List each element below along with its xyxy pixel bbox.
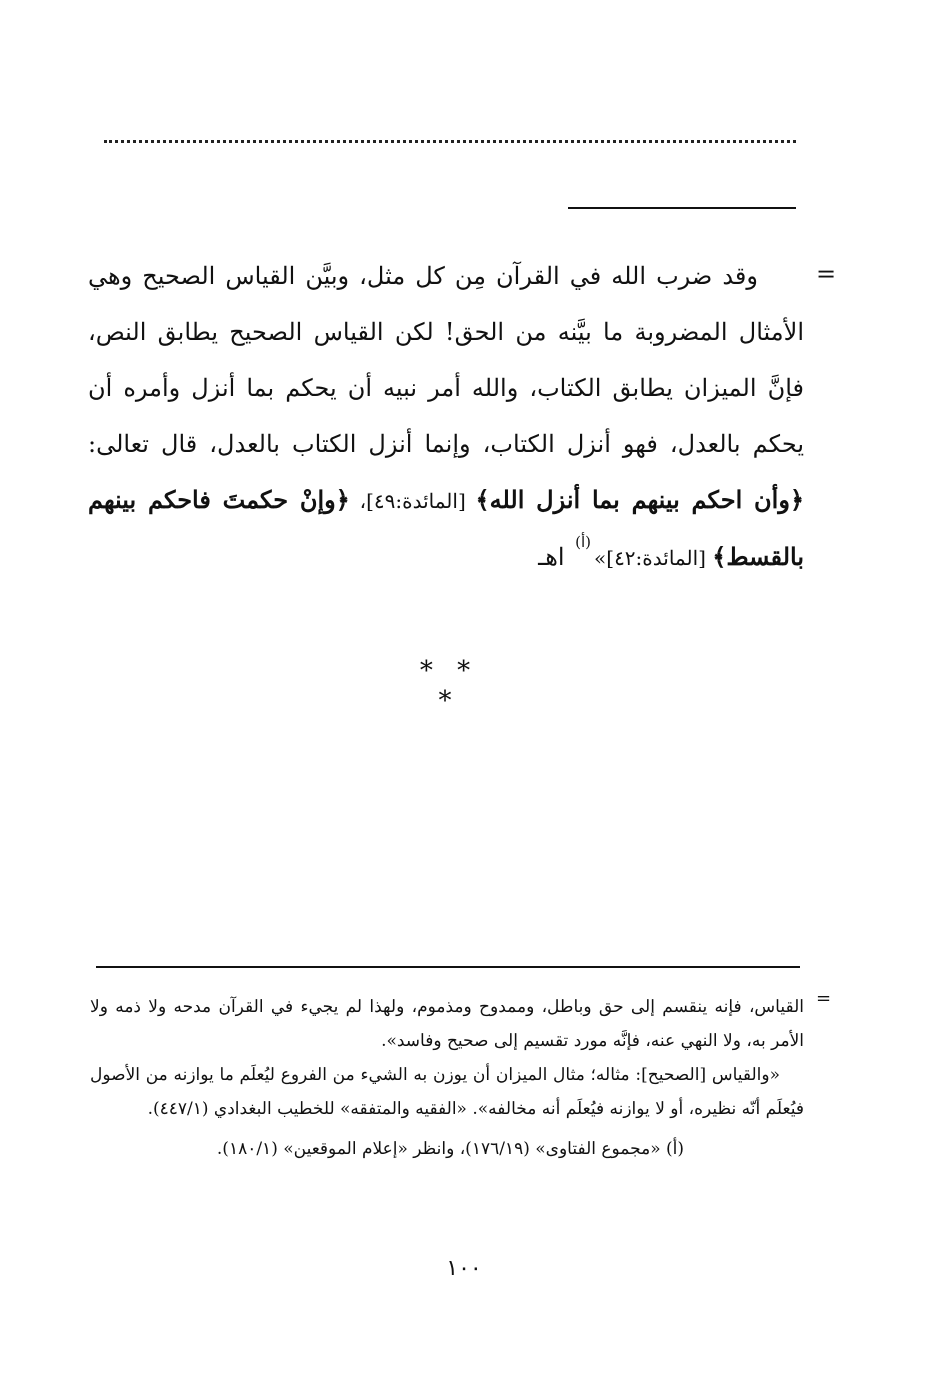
footnote-continuation-mark: = <box>816 988 832 1009</box>
footnote-line: «والقياس [الصحيح]: مثاله؛ مثال الميزان أن يوزن به الشيء من الفروع ليُعلَم ما يوازنه من الأصول فيُعلَم أنّه نظيره، أو لا يوازنه فيُعلَم أنه مخالفه». «الفقيه والمتفقه» للخطيب البغدادي (٤٤٧/١). <box>90 1065 804 1119</box>
body-text: وقد ضرب الله في القرآن مِن كل مثل، وبيَّن القياس الصحيح وهي الأمثال المضروبة ما بيَّنه من الحق! لكن القياس الصحيح يطابق النص، فإنَّ الميزان يطابق الكتاب، والله أمر نبيه أن يحكم بما أنزل وأمره أن يحكم بالعدل، فهو أنزل الكتاب، وإنما أنزل الكتاب بالعدل، قال تعالى: <box>88 262 804 458</box>
dotted-divider <box>104 140 796 143</box>
footnote-a: (أ) «مجموع الفتاوى» (١٧٦/١٩)، وانظر «إعلام الموقعين» (١٨٠/١). <box>216 1139 684 1159</box>
page-number: ١٠٠ <box>446 1256 482 1281</box>
footnote-line: القياس، فإنه ينقسم إلى حق وباطل، وممدوح ومذموم، ولهذا لم يجيء في القرآن مدحه ولا ذمه ولا الأمر به، ولا النهي عنه، فإنَّه مورد تقسيم إلى صحيح وفاسد». <box>90 997 804 1051</box>
section-separator: * * * <box>419 656 479 716</box>
quran-verse: ﴿وأن احكم بينهم بما أنزل الله﴾ <box>475 485 805 514</box>
continuation-mark: = <box>816 260 837 288</box>
verse-reference: [المائدة:٤٩]، <box>349 489 476 513</box>
verse-reference: [المائدة:٤٢]» <box>594 546 713 570</box>
footnote-marker: (أ) <box>575 533 592 551</box>
quran-verse: ﴿وإنْ حكمتَ فاحكم بينهم بالقسط﴾ <box>88 485 804 571</box>
end-mark: اهـ <box>538 543 573 571</box>
short-rule <box>568 207 796 209</box>
footnote-rule <box>96 966 800 968</box>
footnotes <box>90 990 804 1166</box>
main-paragraph <box>88 248 804 588</box>
